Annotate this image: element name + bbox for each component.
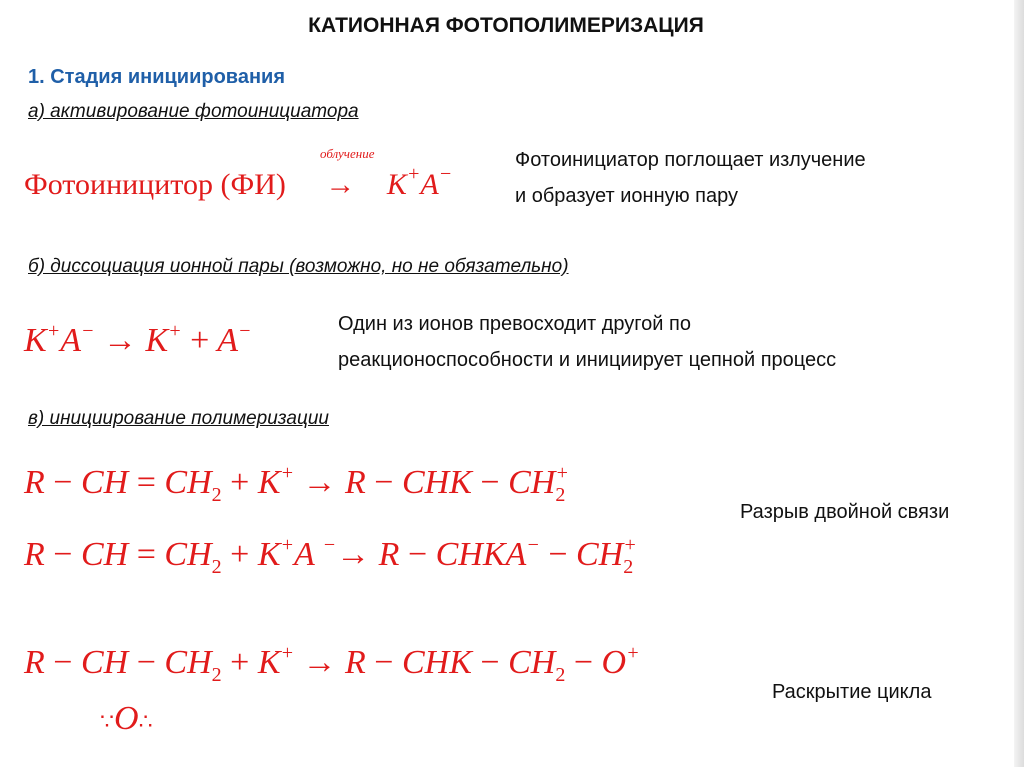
equation-double-bond-2: R − CH = $CH_2 + K^+A$ −→ R − CHKA− − $CH_2^+$ <box>24 534 637 578</box>
step-b-equation: K+A− → K+ + A− <box>24 320 252 359</box>
slide-right-border <box>1014 0 1024 767</box>
step-c-label: в) инициирование полимеризации <box>28 408 329 429</box>
step-a-note-line2: и образует ионную пару <box>515 185 739 207</box>
equation-ring-opening: R − CH − $CH_2 + K^+ \to R$ − CHK − $CH_2 - O^+$ <box>24 642 640 686</box>
step-b-label: б) диссоциация ионной пары (возможно, но не обязательно) <box>28 256 569 277</box>
step-a-note <box>515 142 866 214</box>
note-ring-opening: Раскрытие цикла <box>772 681 932 703</box>
section-heading: 1. Стадия инициирования <box>28 66 286 88</box>
note-double-bond: Разрыв двойной связи <box>740 501 950 523</box>
slide-title: КАТИОННАЯ ФОТОПОЛИМЕРИЗАЦИЯ <box>308 14 704 37</box>
step-a-label: а) активирование фотоинициатора <box>28 101 359 122</box>
step-b-note-line1: Один из ионов превосходит другой по <box>338 313 691 335</box>
equation-double-bond-1: R − CH = $CH_2 + K^+ \to R$ − CHK − $CH_2^+$ <box>24 462 569 506</box>
step-a-over-arrow: облучение <box>320 146 375 161</box>
step-b-note-line2: реакционоспособности и инициирует цепной процесс <box>338 349 837 371</box>
step-b-note <box>338 306 836 378</box>
epoxide-oxygen-bridge: ∵O∴ <box>100 700 153 737</box>
step-a-equation: Фотоиницитор (ФИ) → K+A− <box>24 163 453 201</box>
step-a-lhs: Фотоиницитор (ФИ) <box>24 168 286 201</box>
step-a-note-line1: Фотоинициатор поглощает излучение <box>515 149 866 171</box>
